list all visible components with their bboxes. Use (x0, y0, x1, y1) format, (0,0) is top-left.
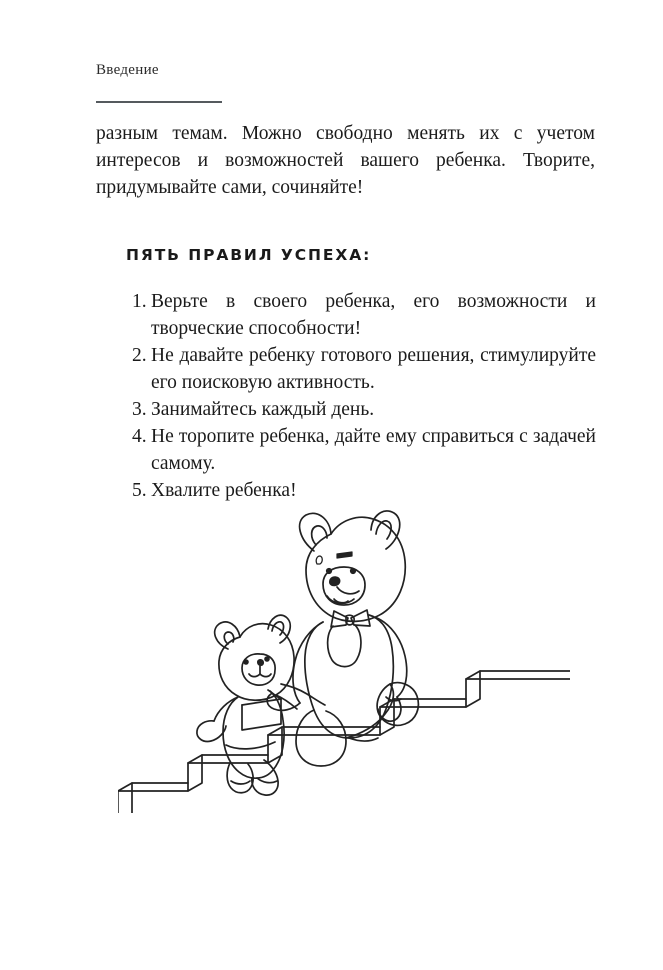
rules-heading: ПЯТЬ ПРАВИЛ УСПЕХА: (126, 246, 372, 264)
list-item-text: Верьте в своего ребенка, его возможности и творческие способности! (151, 291, 596, 339)
list-item-number: 4. (132, 426, 147, 447)
intro-paragraph: разным темам. Можно свободно менять их с учетом интересов и возможностей вашего ребенка. Творите, придумывайте сами, сочиняйте! (96, 123, 595, 198)
list-item-text: Не торопите ребенка, дайте ему справиться с задачей самому. (151, 426, 596, 474)
rules-list (132, 288, 596, 504)
list-item-number: 3. (132, 399, 147, 420)
teddy-bears-staircase-illustration (118, 498, 570, 813)
staircase-icon (118, 671, 570, 813)
list-item-text: Хвалите ребенка! (151, 480, 297, 501)
list-item (132, 288, 596, 342)
list-item-text: Занимайтесь каждый день. (151, 399, 375, 420)
list-item (132, 423, 596, 477)
list-item (132, 342, 596, 396)
list-item-number: 2. (132, 345, 147, 366)
list-item-number: 1. (132, 291, 147, 312)
body-text-block (96, 120, 595, 201)
list-item-number: 5. (132, 480, 147, 501)
list-item-text: Не давайте ребенку готового решения, стимулируйте его поисковую активность. (151, 345, 596, 393)
running-header: Введение (96, 62, 159, 78)
header-divider (96, 101, 222, 103)
list-item (132, 396, 596, 423)
small-teddy-bear (197, 615, 325, 795)
